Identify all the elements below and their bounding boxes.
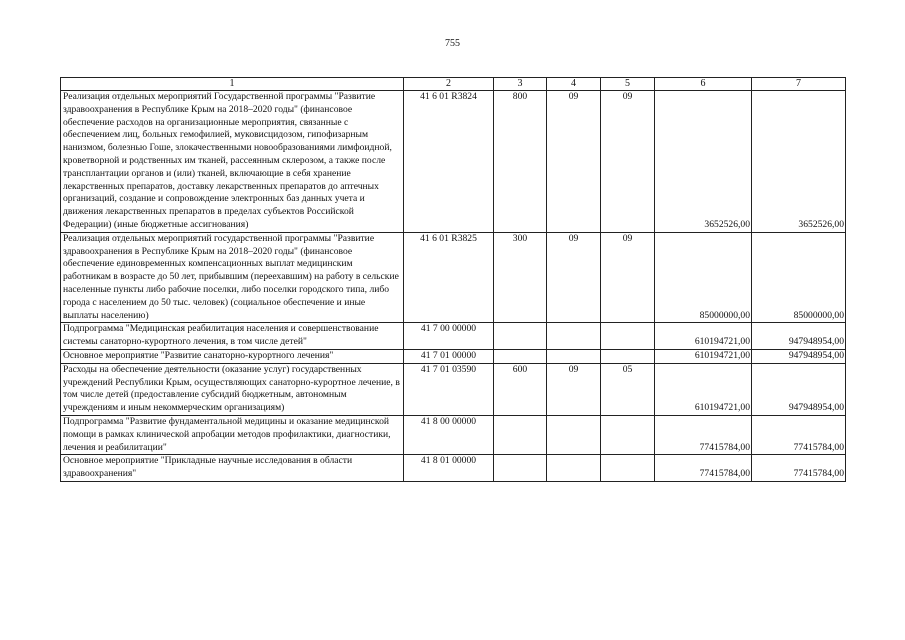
row-col4: 09	[547, 232, 601, 323]
row-amount-7: 947948954,00	[752, 363, 846, 415]
row-code: 41 6 01 R3825	[404, 232, 494, 323]
row-code: 41 6 01 R3824	[404, 91, 494, 233]
row-col5: 09	[601, 91, 655, 233]
row-col3	[494, 455, 547, 482]
row-col5: 05	[601, 363, 655, 415]
column-header-6: 6	[655, 78, 752, 91]
table-row	[61, 455, 846, 482]
budget-table	[60, 77, 846, 482]
row-amount-7: 947948954,00	[752, 349, 846, 363]
row-col3	[494, 415, 547, 454]
row-code: 41 7 00 00000	[404, 323, 494, 350]
row-amount-7: 77415784,00	[752, 455, 846, 482]
row-col3: 800	[494, 91, 547, 233]
column-header-4: 4	[547, 78, 601, 91]
row-col3: 600	[494, 363, 547, 415]
row-amount-6: 77415784,00	[655, 415, 752, 454]
row-amount-7: 85000000,00	[752, 232, 846, 323]
row-code: 41 7 01 03590	[404, 363, 494, 415]
row-col5: 09	[601, 232, 655, 323]
row-col4: 09	[547, 363, 601, 415]
table-row	[61, 363, 846, 415]
row-amount-7: 947948954,00	[752, 323, 846, 350]
column-header-7: 7	[752, 78, 846, 91]
column-header-5: 5	[601, 78, 655, 91]
column-header-2: 2	[404, 78, 494, 91]
row-code: 41 8 01 00000	[404, 455, 494, 482]
row-col4	[547, 323, 601, 350]
row-col3	[494, 349, 547, 363]
row-name: Реализация отдельных мероприятий Государственной программы "Развитие здравоохранения в Республике Крым на 2018–2020 годы" (финансовое обеспечение расходов на организационные мероприятия, связанные с обеспечением лиц, больных гемофилией, муковисцидозом, гипофизарным нанизмом, болезнью Гоше, злокачественными новообразованиями лимфоидной, кроветворной и родственных им тканей, рассеянным склерозом, а также после трансплантации органов и (или) тканей, включающие в себя хранение лекарственных препаратов, доставку лекарственных препаратов до аптечных организаций, создание и сопровождение электронных баз данных учета и движения лекарственных препаратов в пределах субъектов Российской Федерации) (иные бюджетные ассигнования)	[61, 91, 404, 233]
row-amount-6: 77415784,00	[655, 455, 752, 482]
row-amount-6: 610194721,00	[655, 349, 752, 363]
row-col5	[601, 349, 655, 363]
row-name: Реализация отдельных мероприятий государственной программы "Развитие здравоохранения в Республике Крым на 2018–2020 годы" (финансовое обеспечение единовременных компенсационных выплат медицинским работникам в возрасте до 50 лет, прибывшим (переехавшим) на работу в сельские населенные пункты либо рабочие поселки, либо поселки городского типа, либо города с населением до 50 тыс. человек) (социальное обеспечение и иные выплаты населению)	[61, 232, 404, 323]
column-header-3: 3	[494, 78, 547, 91]
table-row	[61, 349, 846, 363]
row-col5	[601, 323, 655, 350]
header-row	[61, 78, 846, 91]
row-amount-6: 610194721,00	[655, 323, 752, 350]
row-col4	[547, 349, 601, 363]
row-amount-7: 3652526,00	[752, 91, 846, 233]
row-name: Основное мероприятие "Прикладные научные исследования в области здравоохранения"	[61, 455, 404, 482]
column-header-1: 1	[61, 78, 404, 91]
row-code: 41 8 00 00000	[404, 415, 494, 454]
table-row	[61, 232, 846, 323]
row-name: Основное мероприятие "Развитие санаторно-курортного лечения"	[61, 349, 404, 363]
row-amount-6: 3652526,00	[655, 91, 752, 233]
row-col4: 09	[547, 91, 601, 233]
row-col4	[547, 415, 601, 454]
table-row	[61, 91, 846, 233]
row-col5	[601, 415, 655, 454]
row-col5	[601, 455, 655, 482]
table-row	[61, 323, 846, 350]
table-row	[61, 415, 846, 454]
row-code: 41 7 01 00000	[404, 349, 494, 363]
page-number: 755	[445, 38, 460, 49]
row-col3: 300	[494, 232, 547, 323]
row-col3	[494, 323, 547, 350]
row-col4	[547, 455, 601, 482]
row-name: Подпрограмма "Развитие фундаментальной медицины и оказание медицинской помощи в рамках клинической апробации методов профилактики, диагностики, лечения и реабилитации"	[61, 415, 404, 454]
row-amount-7: 77415784,00	[752, 415, 846, 454]
row-amount-6: 610194721,00	[655, 363, 752, 415]
row-name: Расходы на обеспечение деятельности (оказание услуг) государственных учреждений Республики Крым, осуществляющих санаторно-курортное лечение, в том числе детей (предоставление субсидий бюджетным, автономным учреждениям и иным некоммерческим организациям)	[61, 363, 404, 415]
row-name: Подпрограмма "Медицинская реабилитация населения и совершенствование системы санаторно-курортного лечения, в том числе детей"	[61, 323, 404, 350]
row-amount-6: 85000000,00	[655, 232, 752, 323]
